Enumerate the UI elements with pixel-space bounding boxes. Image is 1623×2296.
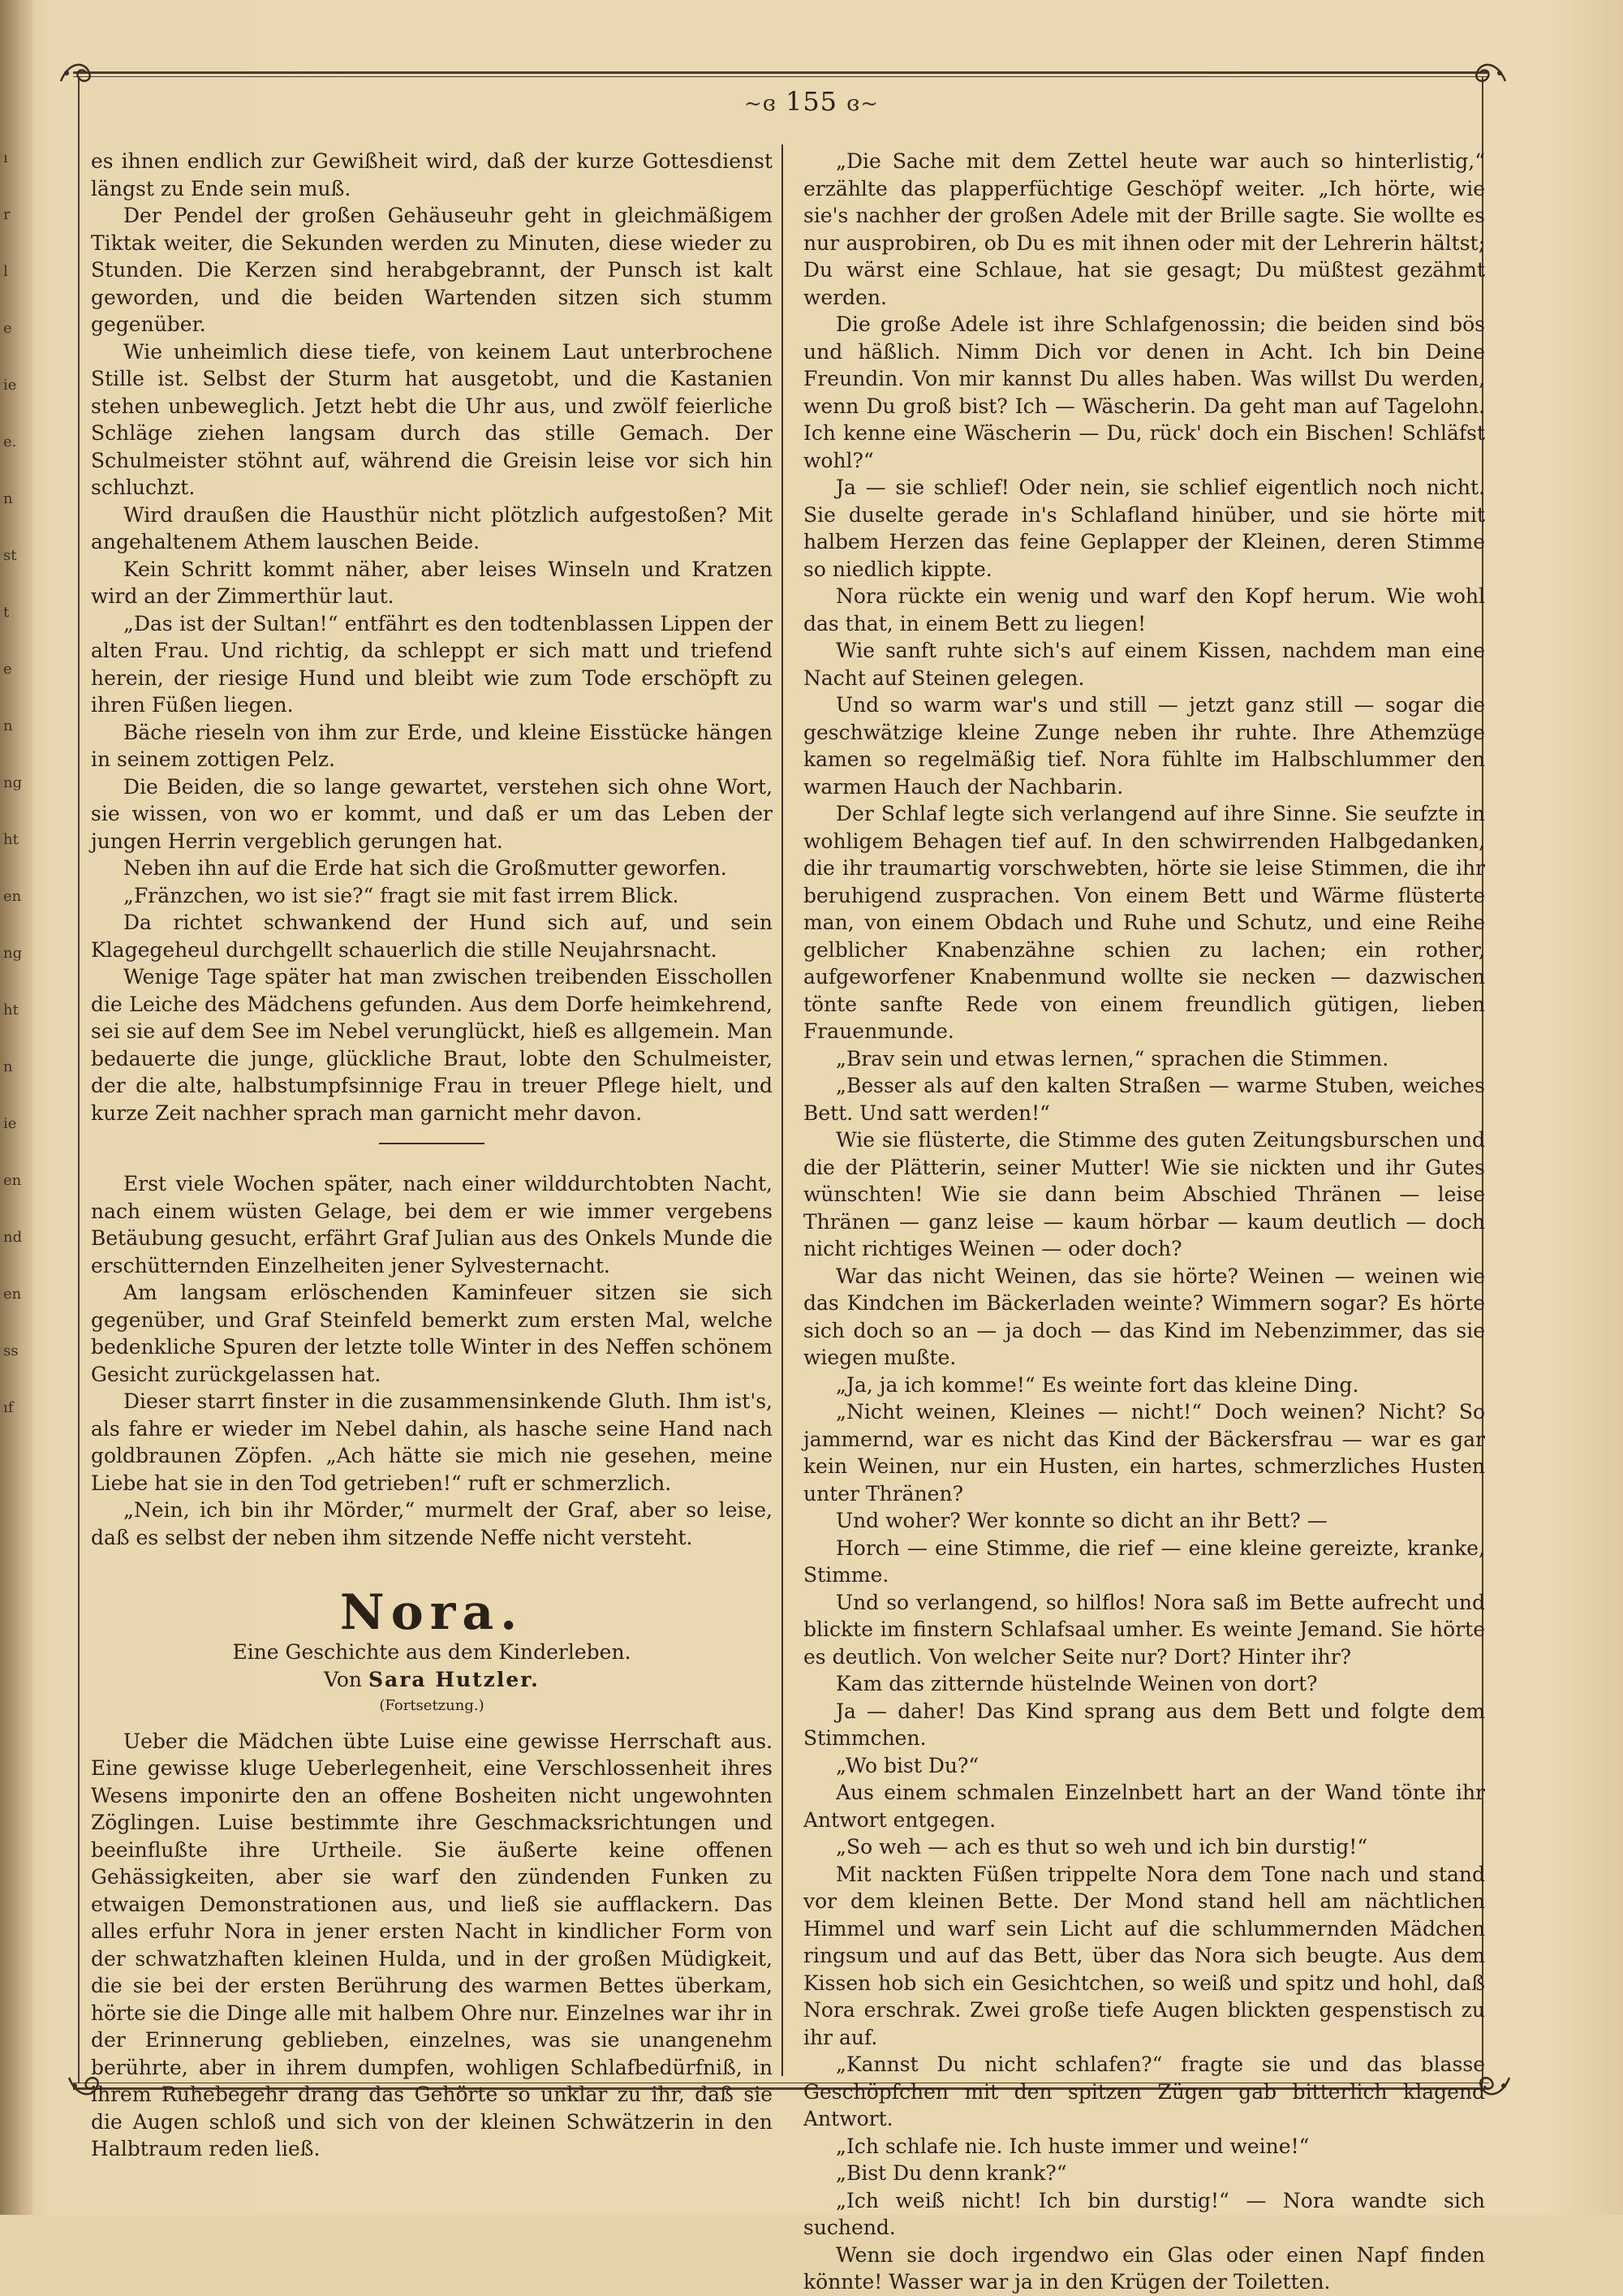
- paragraph: Wenige Tage später hat man zwischen treibenden Eisschollen die Leiche des Mädchens gefunden. Aus dem Dorfe heimkehrend, sei sie auf dem See im Nebel verunglückt, hieß es allgemein. Man bedauerte die junge, glückliche Braut, lobte den Schulmeister, der die alte, halbstumpfsinnige Frau in treuer Pflege hielt, und kurze Zeit nachher sprach man garnicht mehr davon.: [91, 965, 773, 1125]
- margin-fragment: nd: [3, 1229, 23, 1246]
- margin-fragment: e.: [3, 433, 17, 450]
- author-prefix: Von: [324, 1667, 363, 1691]
- paragraph: Erst viele Wochen später, nach einer wilddurchtobten Nacht, nach einem wüsten Gelage, bei dem er wie immer vergebens Betäubung gesucht, erfährt Graf Julian aus des Onkels Munde die erschütternden Einzelheiten jener Sylvesternacht.: [91, 1172, 773, 1277]
- header-swash-right: ɞ~: [846, 92, 879, 116]
- margin-fragment: n: [3, 490, 13, 507]
- margin-fragment: ht: [3, 831, 19, 848]
- paragraph: es ihnen endlich zur Gewißheit wird, daß der kurze Gottesdienst längst zu Ende sein muß.: [91, 149, 773, 200]
- frame-left-rule: [78, 76, 80, 2083]
- page-number-header: [698, 86, 925, 117]
- author-name: Sara Hutzler.: [368, 1667, 540, 1691]
- margin-fragment: ie: [3, 1115, 17, 1132]
- paragraph: „Wo bist Du?“: [836, 1753, 979, 1777]
- left-column: [91, 148, 773, 2163]
- paragraph: Nora rückte ein wenig und warf den Kopf herum. Wie wohl das that, in einem Bett zu liegen!: [803, 584, 1485, 635]
- paragraph: Und so warm war's und still — jetzt ganz still — sogar die geschwätzige kleine Zunge neben ihr ruhte. Ihre Athemzüge kamen so regelmäßig tief. Nora fühlte im Halbschlummer den warmen Hauch der Nachbarin.: [803, 693, 1485, 799]
- story-subtitle: Eine Geschichte aus dem Kinderleben.: [232, 1639, 631, 1664]
- paragraph: Mit nackten Füßen trippelte Nora dem Tone nach und stand vor dem kleinen Bette. Der Mond stand hell am nächtlichen Himmel und warf sein Licht auf die schlummernden Mädchen ringsum und auf das Bett, über das Nora sich beugte. Aus dem Kissen hob sich ein Gesichtchen, so weiß und spitz und hohl, daß Nora erschrak. Zwei große tiefe Augen blickten gespenstisch zu ihr auf.: [803, 1862, 1485, 2049]
- paragraph: Da richtet schwankend der Hund sich auf, und sein Klagegeheul durchgellt schauerlich die stille Neujahrsnacht.: [91, 911, 773, 962]
- continuation-note: (Fortsetzung.): [379, 1696, 484, 1714]
- margin-fragment: n: [3, 717, 13, 734]
- paragraph: Wie sanft ruhte sich's auf einem Kissen, nachdem man eine Nacht auf Steinen gelegen.: [803, 639, 1485, 690]
- paragraph: Wie sie flüsterte, die Stimme des guten Zeitungsburschen und die der Plätterin, seiner Mutter! Wie sie nickten und ihr Gutes wünschten! Wie sie dann beim Abschied Thränen — leise Thränen — ganz leise — kaum hörbar — kaum deutlich — doch nicht richtiges Weinen — oder doch?: [803, 1128, 1485, 1260]
- paragraph: Neben ihn auf die Erde hat sich die Großmutter geworfen.: [123, 856, 727, 880]
- margin-fragment: ıf: [3, 1399, 14, 1416]
- paragraph: Am langsam erlöschenden Kaminfeuer sitzen sie sich gegenüber, und Graf Steinfeld bemerkt zum ersten Mal, welche bedenkliche Spuren der letzte tolle Winter in des Neffen schönem Gesicht zurückgelassen hat.: [91, 1281, 773, 1386]
- paragraph: Bäche rieseln von ihm zur Erde, und kleine Eisstücke hängen in seinem zottigen Pelz.: [91, 720, 773, 771]
- paragraph: War das nicht Weinen, das sie hörte? Weinen — weinen wie das Kindchen im Bäckerladen weinte? Wimmern sogar? Es hörte sich doch so an — ja doch — das Kind im Nebenzimmer, das sie wiegen mußte.: [803, 1264, 1485, 1369]
- margin-fragment: st: [3, 547, 17, 564]
- paragraph: „Ich weiß nicht! Ich bin durstig!“ — Nora wandte sich suchend.: [803, 2188, 1485, 2239]
- paragraph: Aus einem schmalen Einzelnbett hart an der Wand tönte ihr Antwort entgegen.: [803, 1781, 1485, 1832]
- frame-top-rule-thin: [73, 76, 1489, 77]
- paragraph: „Die Sache mit dem Zettel heute war auch so hinterlistig,“ erzählte das plapperfüchtige Geschöpf weiter. „Ich hörte, wie sie's nachher der großen Adele mit der Brille sagte. Sie wollte es nur ausprobiren, ob Du es mit ihnen oder mit der Lehrerin hältst; Du wärst eine Schlaue, hat sie gesagt; Du müßtest gezähmt werden.: [803, 149, 1485, 309]
- margin-fragment: en: [3, 1172, 22, 1189]
- paragraph: „Nicht weinen, Kleines — nicht!“ Doch weinen? Nicht? So jammernd, war es nicht das Kind der Bäckersfrau — war es gar kein Weinen, nur ein Husten, ein hartes, schmerzliches Husten unter Thränen?: [803, 1400, 1485, 1506]
- margin-fragment: r: [3, 206, 11, 223]
- right-column: [803, 148, 1485, 2296]
- paragraph: Wird draußen die Hausthür nicht plötzlich aufgestoßen? Mit angehaltenem Athem lauschen Beide.: [91, 502, 773, 554]
- story-heading: [91, 1584, 773, 1718]
- story-title: Nora.: [339, 1584, 524, 1641]
- margin-fragment: ı: [3, 149, 8, 166]
- margin-fragment: ht: [3, 1002, 19, 1019]
- left-paragraphs-c: [91, 1728, 773, 2163]
- corner-ornament-icon: [1461, 57, 1509, 89]
- margin-fragment: ng: [3, 945, 23, 962]
- paragraph: „Ich schlafe nie. Ich huste immer und weine!“: [836, 2134, 1310, 2158]
- margin-fragment: en: [3, 888, 22, 905]
- paragraph: Wie unheimlich diese tiefe, von keinem Laut unterbrochene Stille ist. Selbst der Sturm hat ausgetobt, und die Kastanien stehen unbeweglich. Jetzt hebt die Uhr aus, und zwölf feierliche Schläge ziehen langsam durch das stille Gemach. Der Schulmeister stöhnt auf, während die Greisin leise vor sich hin schluchzt.: [91, 339, 773, 499]
- paragraph: Ueber die Mädchen übte Luise eine gewisse Herrschaft aus. Eine gewisse kluge Ueberlegenheit, eine Verschlossenheit ihres Wesens imponirte den an offene Bosheiten nicht ungewohnten Zöglingen. Luise bestimmte ihre Geschmacksrichtungen und beeinflußte ihre Urtheile. Sie äußerte keine offenen Gehässigkeiten, aber sie warf den zündenden Funken zu etwaigen Demonstrationen aus, und ließ sie aufflackern. Das alles erfuhr Nora in jener ersten Nacht in kindlicher Form von der schwatzhaften kleinen Hulda, und in der großen Müdigkeit, die sie bei der ersten Berührung des warmen Bettes überkam, hörte sie die Dinge alle mit halbem Ohre nur. Einzelnes war ihr in der Erinnerung geblieben, einzelnes, was sie unangenehm berührte, aber in ihrem dumpfen, wohligen Schlafbedürfniß, in ihrem Ruhebegehr drang das Gehörte so unklar zu ihr, daß sie die Augen schloß und sich von der kleinen Schwätzerin in den Halbtraum reden ließ.: [91, 1729, 773, 2160]
- margin-fragment: e: [3, 320, 12, 337]
- paragraph: Dieser starrt finster in die zusammensinkende Gluth. Ihm ist's, als fahre er wieder im Nebel dahin, als hasche seine Hand nach goldbraunen Zöpfen. „Ach hätte sie mich nie gesehen, meine Liebe hat sie in den Tod getrieben!“ ruft er schmerzlich.: [91, 1389, 773, 1495]
- paragraph: Ja — daher! Das Kind sprang aus dem Bett und folgte dem Stimmchen.: [803, 1699, 1485, 1750]
- paragraph: „Brav sein und etwas lernen,“ sprachen die Stimmen.: [836, 1046, 1389, 1070]
- paragraph: Wenn sie doch irgendwo ein Glas oder einen Napf finden könnte! Wasser war ja in den Krügen der Toiletten.: [803, 2242, 1485, 2294]
- paragraph: Ja — sie schlief! Oder nein, sie schlief eigentlich noch nicht. Sie duselte gerade in's Schlafland hinüber, und sie hörte mit halbem Herzen das feine Geplapper der Kleinen, deren Stimme so niedlich kippte.: [803, 476, 1485, 581]
- paragraph: „Nein, ich bin ihr Mörder,“ murmelt der Graf, aber so leise, daß es selbst der neben ihm sitzende Neffe nicht versteht.: [91, 1498, 773, 1549]
- margin-fragment: ie: [3, 377, 17, 394]
- margin-fragment: n: [3, 1058, 13, 1075]
- paragraph: Und woher? Wer konnte so dicht an ihr Bett? —: [836, 1509, 1328, 1532]
- column-divider: [781, 144, 783, 2076]
- section-separator: [379, 1143, 484, 1144]
- paragraph: „Das ist der Sultan!“ entfährt es den todtenblassen Lippen der alten Frau. Und richtig, da schleppt er sich matt und triefend herein, der riesige Hund und bleibt wie zum Tode erschöpft zu ihren Füßen liegen.: [91, 611, 773, 717]
- right-paragraphs: [803, 148, 1485, 2296]
- paragraph: „Kannst Du nicht schlafen?“ fragte sie und das blasse Geschöpfchen mit den spitzen Zügen gab bitterlich klagend Antwort.: [803, 2053, 1485, 2130]
- page-number: 155: [785, 86, 838, 117]
- paragraph: Die große Adele ist ihre Schlafgenossin; die beiden sind bös und häßlich. Nimm Dich vor denen in Acht. Ich bin Deine Freundin. Von mir kannst Du alles haben. Was willst Du werden, wenn Du groß bist? Ich — Wäscherin. Da geht man auf Tagelohn. Ich kenne eine Wäscherin — Du, rück' doch ein Bischen! Schläfst wohl?“: [803, 312, 1485, 472]
- paragraph: Der Schlaf legte sich verlangend auf ihre Sinne. Sie seufzte in wohligem Behagen tief auf. In den schwirrenden Halbgedanken, die ihr traumartig vorschwebten, hörte sie leise Stimmen, die ihr beruhigend zusprachen. Von einem Bett und Wärme flüsterte man, von einem Obdach und Ruhe und Schutz, und eine Reihe gelblicher Knabenzähne schien zu lachen; ein rother, aufgeworfener Knabenmund wollte sie necken — dazwischen tönte sanfte Rede von einem freundlich gütigen, lieben Frauenmunde.: [803, 802, 1485, 1043]
- paragraph: „Besser als auf den kalten Straßen — warme Stuben, weiches Bett. Und satt werden!“: [803, 1074, 1485, 1125]
- margin-fragment: ss: [3, 1342, 19, 1359]
- paragraph: Kam das zitternde hüstelnde Weinen von dort?: [836, 1672, 1318, 1695]
- margin-fragment: l: [3, 263, 8, 280]
- header-swash-left: ~ɞ: [744, 92, 777, 116]
- paragraph: „Fränzchen, wo ist sie?“ fragt sie mit fast irrem Blick.: [123, 883, 679, 907]
- corner-ornament-icon: [57, 57, 105, 89]
- frame-top-rule: [73, 71, 1489, 74]
- paragraph: Kein Schritt kommt näher, aber leises Winseln und Kratzen wird an der Zimmerthür laut.: [91, 557, 773, 608]
- paragraph: Horch — eine Stimme, die rief — eine kleine gereizte, kranke, Stimme.: [803, 1536, 1485, 1587]
- paragraph: „Bist Du denn krank?“: [836, 2161, 1067, 2185]
- margin-fragment: t: [3, 604, 10, 621]
- margin-fragment: e: [3, 661, 12, 678]
- paragraph: „Ja, ja ich komme!“ Es weinte fort das kleine Ding.: [836, 1372, 1359, 1397]
- paragraph: Die Beiden, die so lange gewartet, verstehen sich ohne Wort, sie wissen, von wo er kommt, und daß er um das Leben der jungen Herrin vergeblich gerungen hat.: [91, 774, 773, 853]
- margin-fragment: en: [3, 1286, 22, 1303]
- adjacent-page-margin: [3, 130, 26, 1437]
- paragraph: Der Pendel der großen Gehäuseuhr geht in gleichmäßigem Tiktak weiter, die Sekunden werden zu Minuten, diese wieder zu Stunden. Die Kerzen sind herabgebrannt, der Punsch ist kalt geworden, und die beiden Wartenden sitzen sich stumm gegenüber.: [91, 204, 773, 336]
- margin-fragment: ng: [3, 774, 23, 791]
- paragraph: „So weh — ach es thut so weh und ich bin durstig!“: [836, 1835, 1368, 1859]
- story-author: [91, 1666, 773, 1694]
- paragraph: Und so verlangend, so hilflos! Nora saß im Bette aufrecht und blickte im finstern Schlafsaal umher. Es weinte Jemand. Sie hörte es deutlich. Von welcher Seite nur? Dort? Hinter ihr?: [803, 1590, 1485, 1669]
- left-paragraphs-a: [91, 148, 773, 1126]
- left-paragraphs-b: [91, 1170, 773, 1551]
